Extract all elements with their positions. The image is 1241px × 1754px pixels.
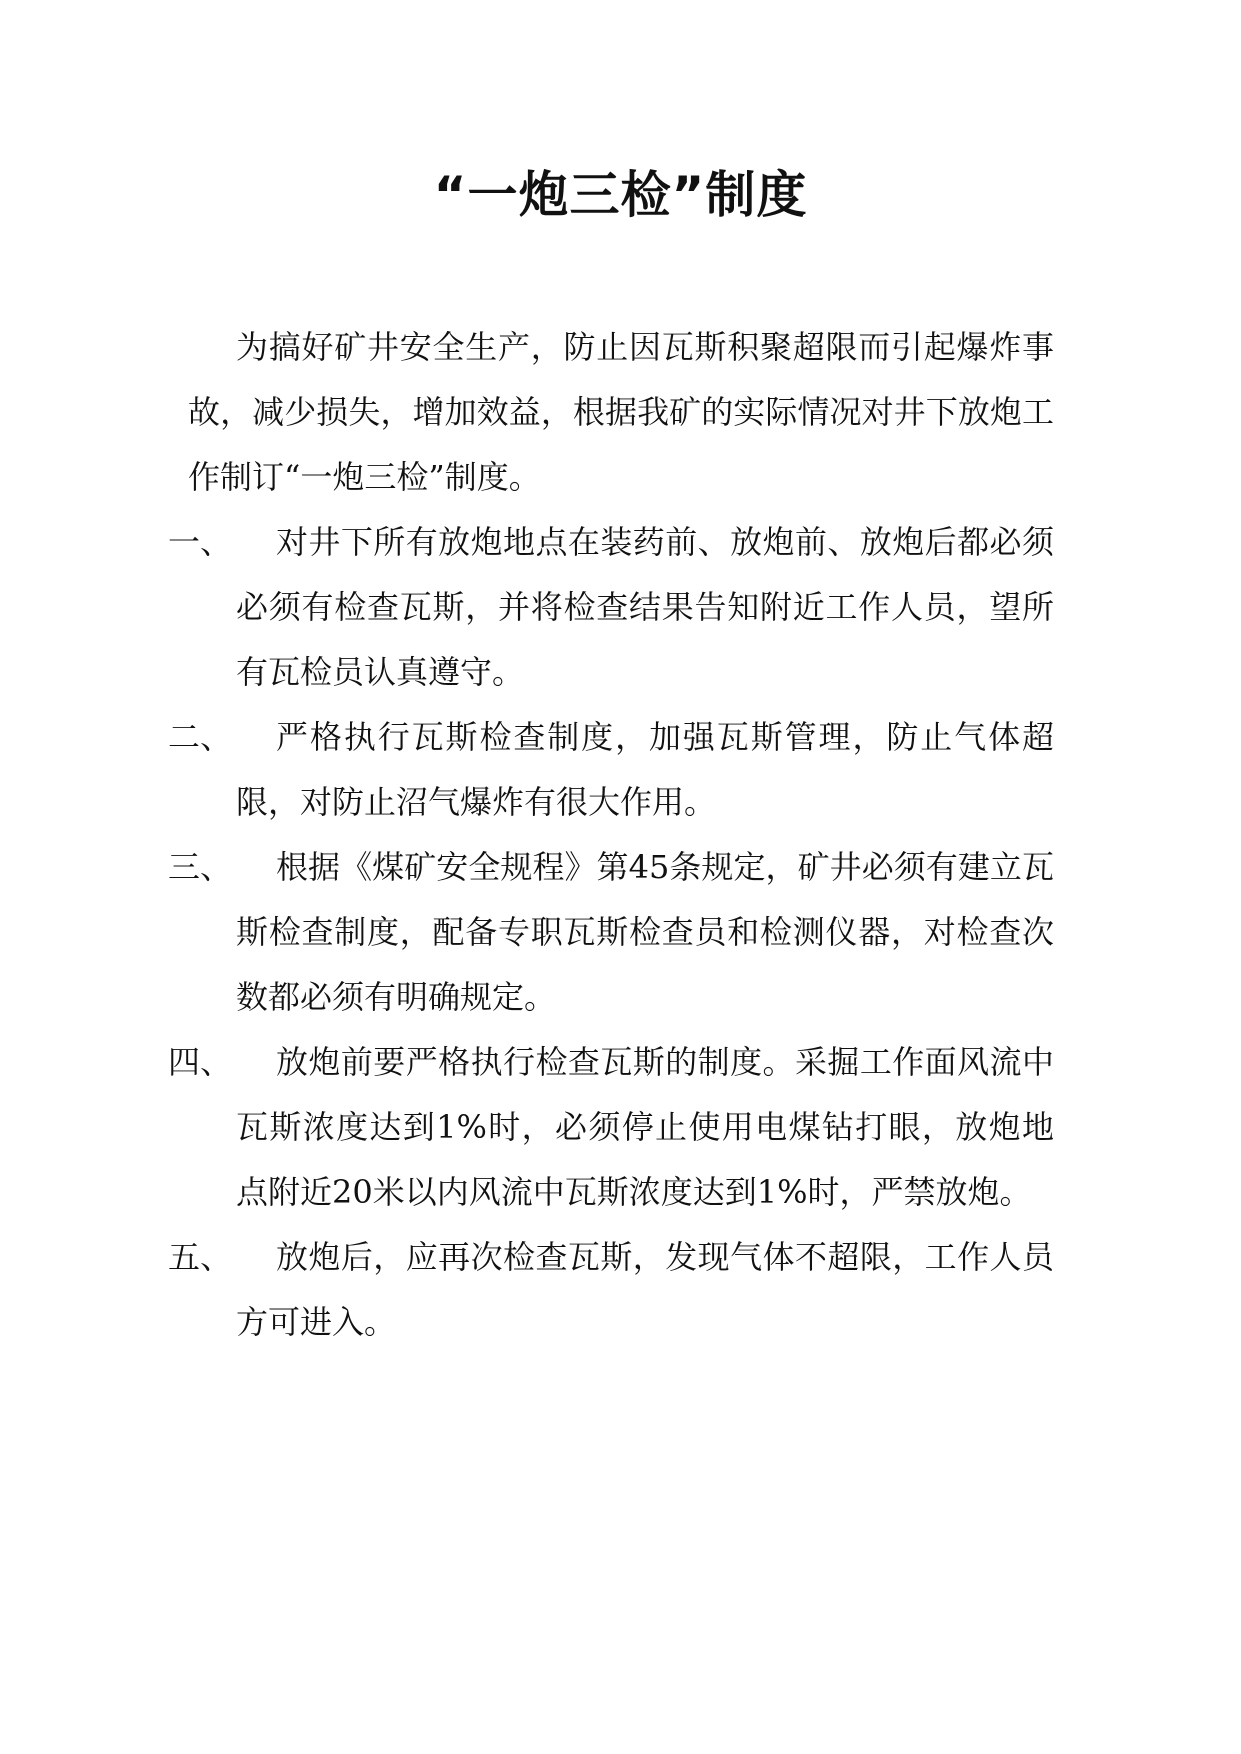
rule-marker: 四、	[168, 1043, 233, 1081]
rule-marker: 五、	[168, 1238, 233, 1276]
rule-marker: 一、	[168, 523, 233, 561]
rule-marker: 三、	[168, 848, 233, 886]
rule-text: 放炮后，应再次检查瓦斯，发现气体不超限，工作人员方可进入。	[236, 1238, 1054, 1341]
rule-item-5	[168, 1225, 1054, 1355]
rule-text: 严格执行瓦斯检查制度，加强瓦斯管理，防止气体超限，对防止沼气爆炸有很大作用。	[236, 718, 1054, 821]
document-title: “一炮三检”制度	[433, 166, 808, 224]
rule-item-3	[168, 835, 1054, 1030]
rule-item-4	[168, 1030, 1054, 1225]
rule-item-1	[168, 510, 1054, 705]
rule-text: 对井下所有放炮地点在装药前、放炮前、放炮后都必须必须有检查瓦斯，并将检查结果告知附近工作人员，望所有瓦检员认真遵守。	[236, 523, 1054, 691]
rule-text: 放炮前要严格执行检查瓦斯的制度。采掘工作面风流中瓦斯浓度达到1%时，必须停止使用电煤钻打眼，放炮地点附近20米以内风流中瓦斯浓度达到1%时，严禁放炮。	[236, 1043, 1054, 1211]
rule-item-2	[168, 705, 1054, 835]
rule-marker: 二、	[168, 718, 233, 756]
rule-text: 根据《煤矿安全规程》第45条规定，矿井必须有建立瓦斯检查制度，配备专职瓦斯检查员和检测仪器，对检查次数都必须有明确规定。	[236, 848, 1054, 1016]
document-body	[168, 315, 1054, 1355]
intro-paragraph: 为搞好矿井安全生产，防止因瓦斯积聚超限而引起爆炸事故，减少损失，增加效益，根据我矿的实际情况对井下放炮工作制订“一炮三检”制度。	[188, 328, 1054, 496]
rules-list	[168, 510, 1054, 1355]
